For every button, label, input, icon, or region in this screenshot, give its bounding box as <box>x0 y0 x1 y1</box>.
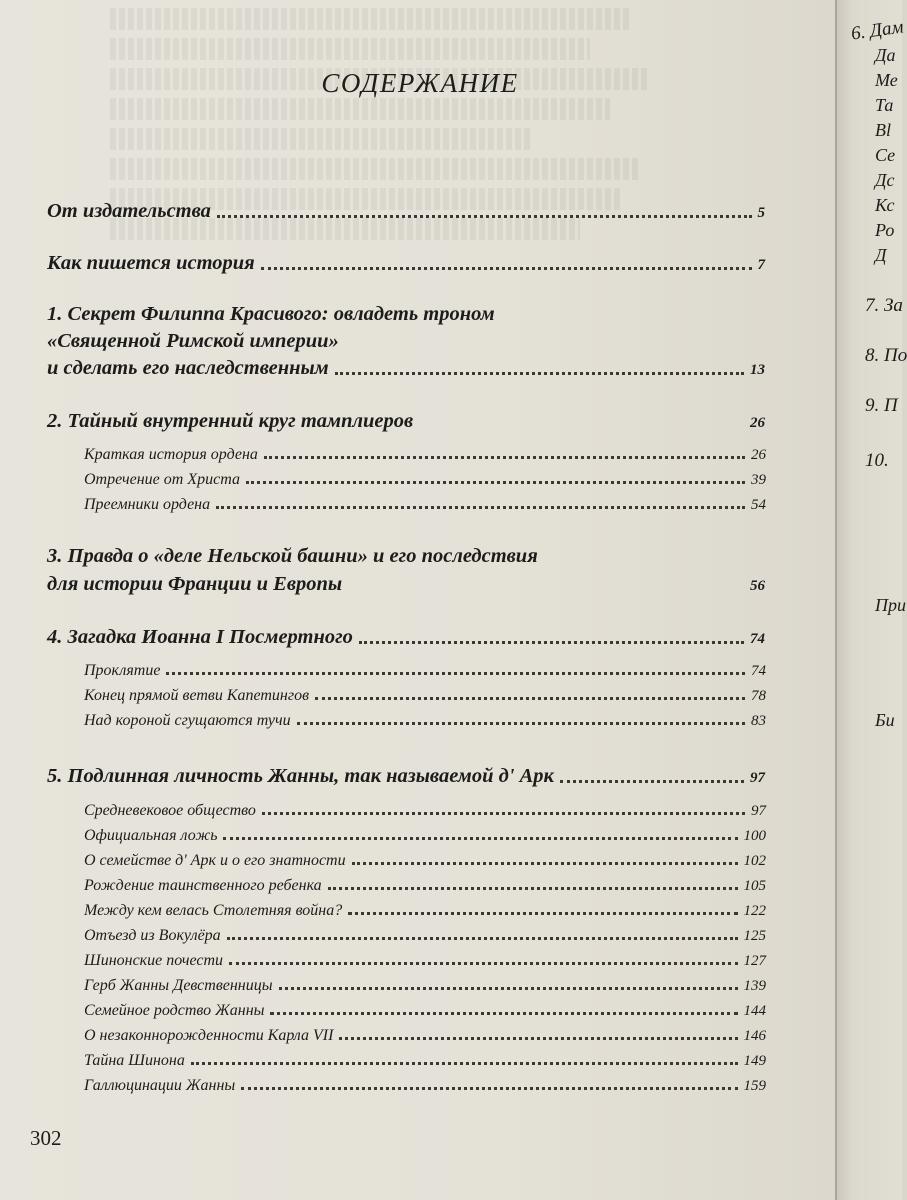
toc-entry-label: От издательства <box>47 200 211 222</box>
dot-leader <box>335 372 744 375</box>
toc-subentry[interactable] <box>84 471 766 489</box>
right-fragment: 10. <box>865 450 889 471</box>
right-fragment: 8. По <box>865 345 907 366</box>
toc-subentry[interactable] <box>84 687 766 705</box>
toc-subentry-label: Между кем велась Столетняя война? <box>84 902 343 919</box>
right-fragment: Се <box>875 145 896 165</box>
right-fragment: Д <box>875 245 887 265</box>
dot-leader <box>560 780 744 783</box>
toc-subentry-label: Краткая история ордена <box>84 446 258 463</box>
toc-subentry-page: 146 <box>743 1028 766 1044</box>
dot-leader <box>279 987 738 990</box>
toc-subentry[interactable] <box>84 902 766 920</box>
toc-entry-page: 13 <box>750 362 765 378</box>
toc-subentry-page: 149 <box>743 1053 766 1069</box>
toc-subentry-label: О семействе д' Арк и о его знатности <box>84 852 346 869</box>
toc-subentry-page: 127 <box>743 953 766 969</box>
right-fragment: Ро <box>875 220 895 240</box>
chapter-1-line-2[interactable]: «Священной Римской империи» <box>47 330 339 352</box>
toc-entry-label: 2. Тайный внутренний круг тамплиеров <box>47 410 414 432</box>
toc-entry-how-history[interactable] <box>47 252 765 275</box>
right-fragment: Да <box>875 45 896 65</box>
chapter-1-line-3: и сделать его наследственным <box>47 357 329 379</box>
toc-entry-label: 5. Подлинная личность Жанны, так называемой д' Арк <box>47 765 554 787</box>
dot-leader <box>216 506 745 509</box>
toc-subentry-page: 26 <box>751 447 766 463</box>
toc-subentry[interactable] <box>84 802 766 820</box>
right-fragment: Ме <box>875 70 898 90</box>
toc-subentry[interactable] <box>84 952 766 970</box>
toc-subentry-page: 122 <box>743 903 766 919</box>
dot-leader <box>339 1037 737 1040</box>
toc-entry-chapter-3[interactable] <box>47 573 765 596</box>
dot-leader <box>223 837 737 840</box>
toc-subentry-page: 83 <box>751 713 766 729</box>
toc-subentry-label: Официальная ложь <box>84 827 218 844</box>
page-number: 302 <box>30 1126 62 1150</box>
toc-subentry-page: 159 <box>743 1078 766 1094</box>
right-fragment: Би <box>875 710 895 730</box>
toc-subentry-page: 100 <box>743 828 766 844</box>
right-fragment: Дс <box>875 170 895 190</box>
dot-leader <box>191 1062 738 1065</box>
page-title: СОДЕРЖАНИЕ <box>321 68 519 98</box>
dot-leader <box>348 912 737 915</box>
toc-subentry[interactable] <box>84 1077 766 1095</box>
toc-subentry-page: 125 <box>743 928 766 944</box>
toc-subentry[interactable] <box>84 1027 766 1045</box>
dot-leader <box>359 641 744 644</box>
toc-entry-chapter-1[interactable] <box>47 357 765 380</box>
dot-leader <box>166 672 745 675</box>
toc-subentry-page: 74 <box>751 663 766 679</box>
toc-entry-page: 7 <box>757 257 765 273</box>
right-fragment: 7. За <box>865 295 903 316</box>
toc-subentry-page: 105 <box>743 878 766 894</box>
toc-subentry-label: Семейное родство Жанны <box>84 1002 265 1019</box>
dot-leader <box>352 862 738 865</box>
toc-subentry[interactable] <box>84 927 766 945</box>
toc-subentry[interactable] <box>84 712 766 730</box>
toc-entry-page: 5 <box>757 205 765 221</box>
toc-subentry[interactable] <box>84 1002 766 1020</box>
right-page-edge <box>835 0 907 1200</box>
dot-leader <box>261 267 752 270</box>
toc-subentry[interactable] <box>84 877 766 895</box>
toc-entry-chapter-5[interactable] <box>47 765 765 788</box>
dot-leader <box>262 812 745 815</box>
toc-subentry-label: Шинонские почести <box>84 952 224 969</box>
toc-subentry-label: Галлюцинации Жанны <box>84 1077 236 1094</box>
toc-entry-page: 56 <box>750 578 765 594</box>
toc-subentry-page: 54 <box>751 497 766 513</box>
toc-entry-page: 74 <box>750 631 765 647</box>
toc-subentry-page: 139 <box>743 978 766 994</box>
toc-subentry-label: Рождение таинственного ребенка <box>84 877 322 894</box>
toc-subentry[interactable] <box>84 827 766 845</box>
toc-subentry-label: Конец прямой ветви Капетингов <box>84 687 310 704</box>
dot-leader <box>217 215 752 218</box>
right-fragment: 9. П <box>865 395 898 416</box>
toc-subentry-label: Проклятие <box>84 662 161 679</box>
toc-subentry-page: 144 <box>743 1003 766 1019</box>
toc-subentry-label: Над короной сгущаются тучи <box>84 712 291 729</box>
chapter-3-line-2: для истории Франции и Европы <box>47 573 343 595</box>
toc-subentry[interactable] <box>84 496 766 514</box>
toc-entry-label: Как пишется история <box>47 252 255 274</box>
toc-entry-publisher[interactable] <box>47 200 765 223</box>
toc-subentry-page: 78 <box>751 688 766 704</box>
dot-leader <box>328 887 738 890</box>
dot-leader <box>297 722 745 725</box>
toc-subentry[interactable] <box>84 977 766 995</box>
toc-subentry-page: 102 <box>743 853 766 869</box>
toc-entry-chapter-2[interactable] <box>47 410 765 433</box>
toc-subentry-label: Герб Жанны Девственницы <box>84 977 273 994</box>
right-fragment: 6. Дам <box>849 16 905 45</box>
toc-entry-page: 26 <box>750 415 765 431</box>
chapter-3-line-1[interactable]: 3. Правда о «деле Нельской башни» и его последствия <box>47 545 538 567</box>
toc-subentry[interactable] <box>84 1052 766 1070</box>
dot-leader <box>246 481 745 484</box>
right-fragment: При <box>875 595 906 615</box>
toc-subentry-label: Отъезд из Вокулёра <box>84 927 221 944</box>
right-fragment: Та <box>875 95 894 115</box>
dot-leader <box>229 962 737 965</box>
toc-subentry-label: О незаконнорожденности Карла VII <box>84 1027 334 1044</box>
toc-subentry[interactable] <box>84 662 766 680</box>
toc-subentry-page: 97 <box>751 803 766 819</box>
toc-subentry-label: Тайна Шинона <box>84 1052 185 1069</box>
toc-entry-label: 4. Загадка Иоанна I Посмертного <box>47 626 353 648</box>
toc-subentry-label: Отречение от Христа <box>84 471 240 488</box>
toc-subentry[interactable] <box>84 852 766 870</box>
dot-leader <box>227 937 738 940</box>
chapter-1-line-1[interactable]: 1. Секрет Филиппа Красивого: овладеть троном <box>47 303 495 325</box>
dot-leader <box>264 456 745 459</box>
dot-leader <box>241 1087 737 1090</box>
toc-entry-page: 97 <box>750 770 765 786</box>
toc-subentry-page: 39 <box>751 472 766 488</box>
dot-leader <box>270 1012 737 1015</box>
dot-leader <box>315 697 745 700</box>
right-fragment: Вl <box>875 120 891 140</box>
toc-subentry-label: Средневековое общество <box>84 802 256 819</box>
right-fragment: Кс <box>875 195 895 215</box>
toc-subentry[interactable] <box>84 446 766 464</box>
toc-subentry-label: Преемники ордена <box>84 496 211 513</box>
toc-entry-chapter-4[interactable] <box>47 626 765 649</box>
